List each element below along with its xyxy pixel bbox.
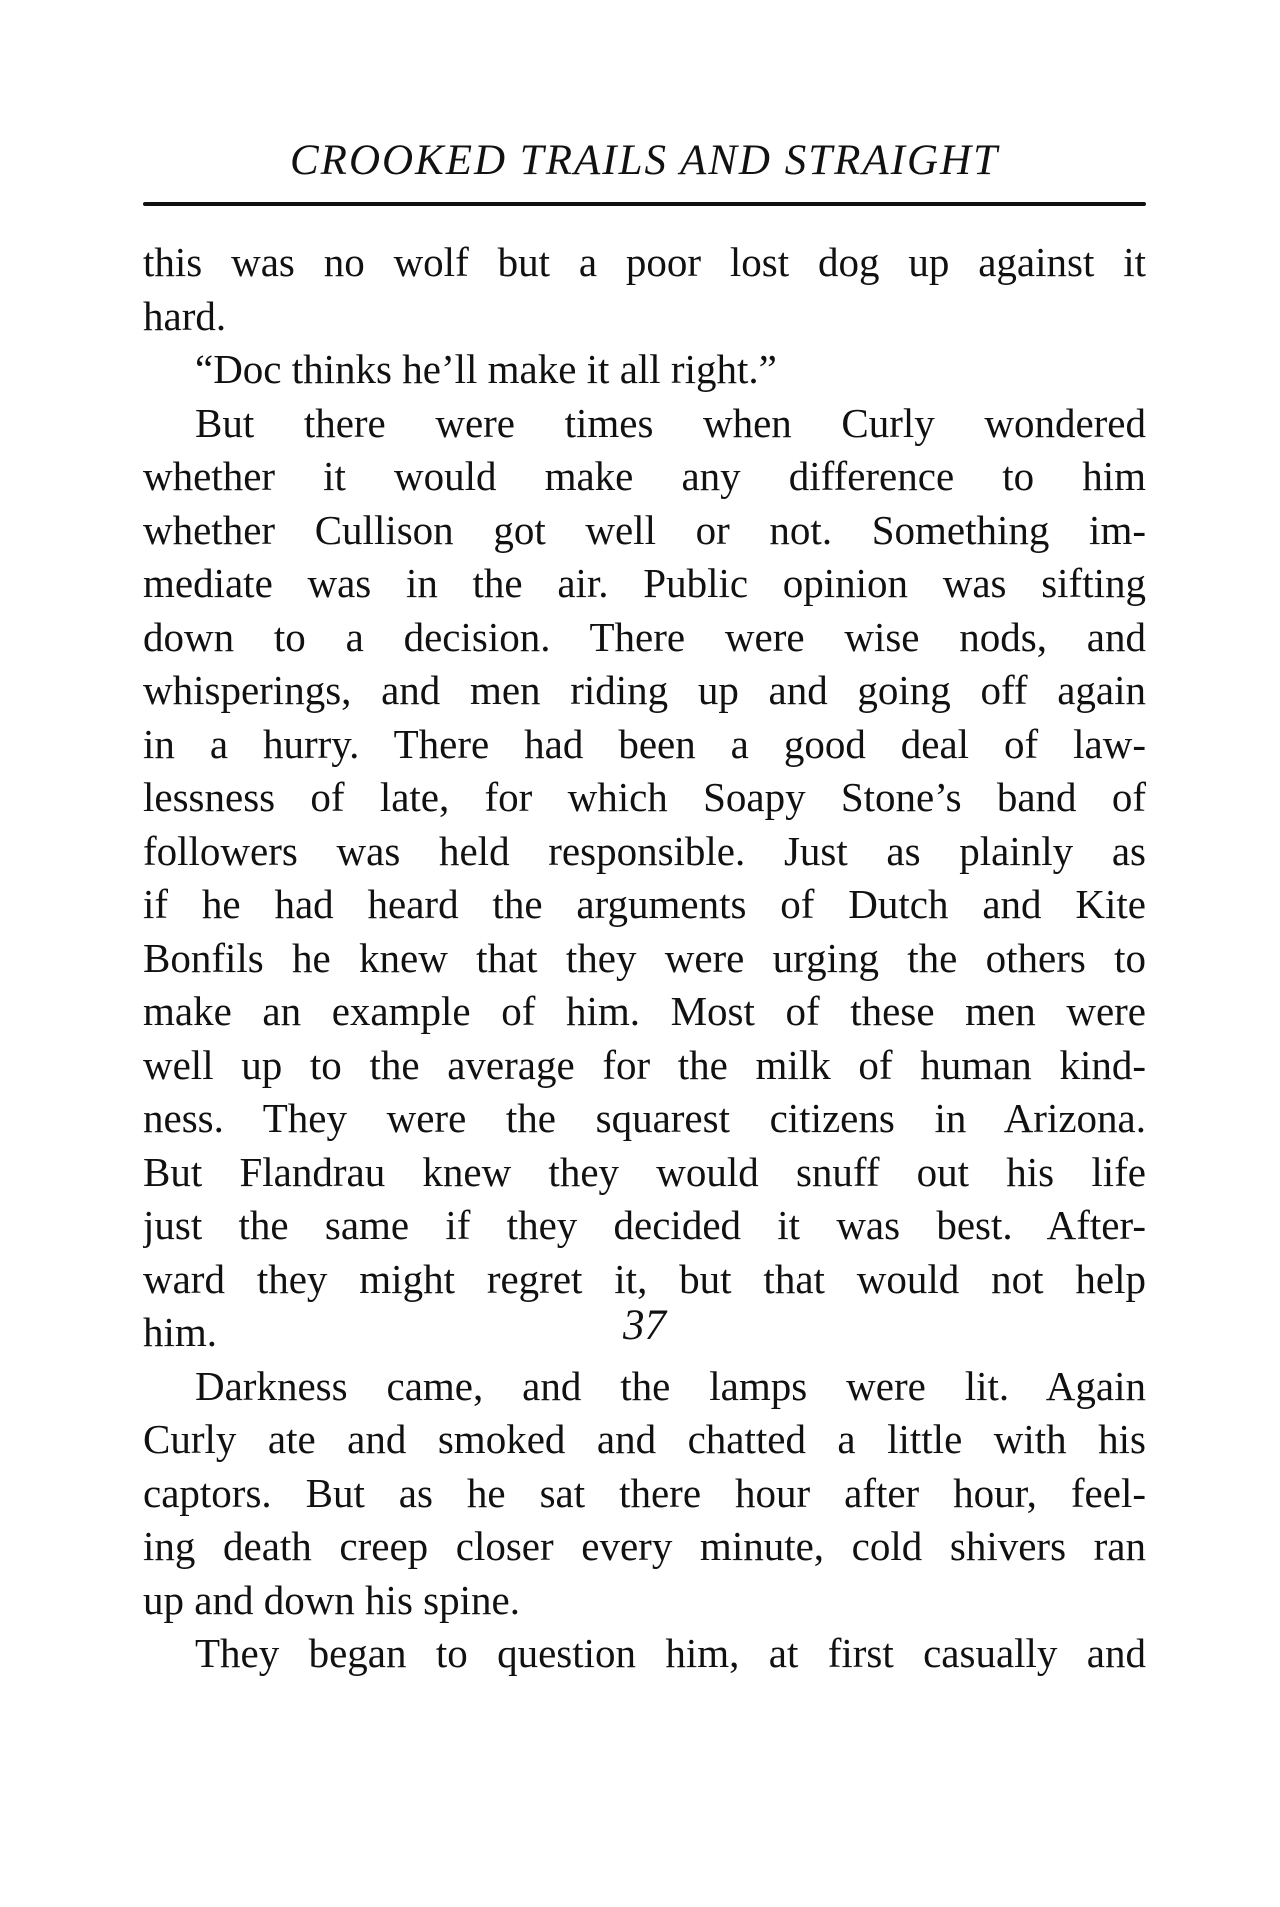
text-line: mediate was in the air. Public opinion was sifting — [143, 560, 1146, 606]
text-line: just the same if they decided it was best. After- — [143, 1202, 1146, 1248]
text-line: “Doc thinks he’ll make it all right.” — [195, 346, 777, 392]
text-line: make an example of him. Most of these men were — [143, 988, 1146, 1034]
text-line: Darkness came, and the lamps were lit. Again — [195, 1362, 1146, 1409]
text-line: him. — [143, 1309, 218, 1355]
text-line: Curly ate and smoked and chatted a little with his — [143, 1416, 1146, 1462]
text-line: captors. But as he sat there hour after hour, feel- — [143, 1469, 1146, 1516]
header-rule — [143, 202, 1146, 206]
text-line: up and down his spine. — [143, 1576, 520, 1623]
text-line: whisperings, and men riding up and going off again — [143, 667, 1146, 713]
text-line: lessness of late, for which Soapy Stone’s band of — [143, 774, 1146, 820]
text-line: whether it would make any difference to him — [143, 453, 1146, 499]
text-line: Bonfils he knew that they were urging the others to — [143, 934, 1146, 981]
text-line: ness. They were the squarest citizens in Arizona. — [143, 1095, 1146, 1141]
text-line: followers was held responsible. Just as plainly as — [143, 827, 1146, 874]
text-line: hard. — [143, 292, 227, 339]
text-line: well up to the average for the milk of human kind- — [143, 1041, 1146, 1088]
text-line: ing death creep closer every minute, cold shivers ran — [143, 1523, 1146, 1569]
text-line: if he had heard the arguments of Dutch and Kite — [143, 881, 1146, 927]
body-text — [143, 236, 1146, 1681]
text-line: They began to question him, at first casually and — [195, 1630, 1146, 1676]
text-line: this was no wolf but a poor lost dog up against it — [143, 239, 1146, 285]
text-line: in a hurry. There had been a good deal of law- — [143, 720, 1146, 767]
text-line: ward they might regret it, but that would not help — [143, 1255, 1146, 1302]
text-line: But there were times when Curly wondered — [195, 399, 1146, 446]
text-line: whether Cullison got well or not. Something im- — [143, 506, 1146, 553]
running-head: CROOKED TRAILS AND STRAIGHT — [290, 137, 999, 184]
text-line: But Flandrau knew they would snuff out his life — [143, 1148, 1146, 1195]
text-line: down to a decision. There were wise nods, and — [143, 613, 1146, 660]
page-number: 37 — [623, 1302, 666, 1349]
